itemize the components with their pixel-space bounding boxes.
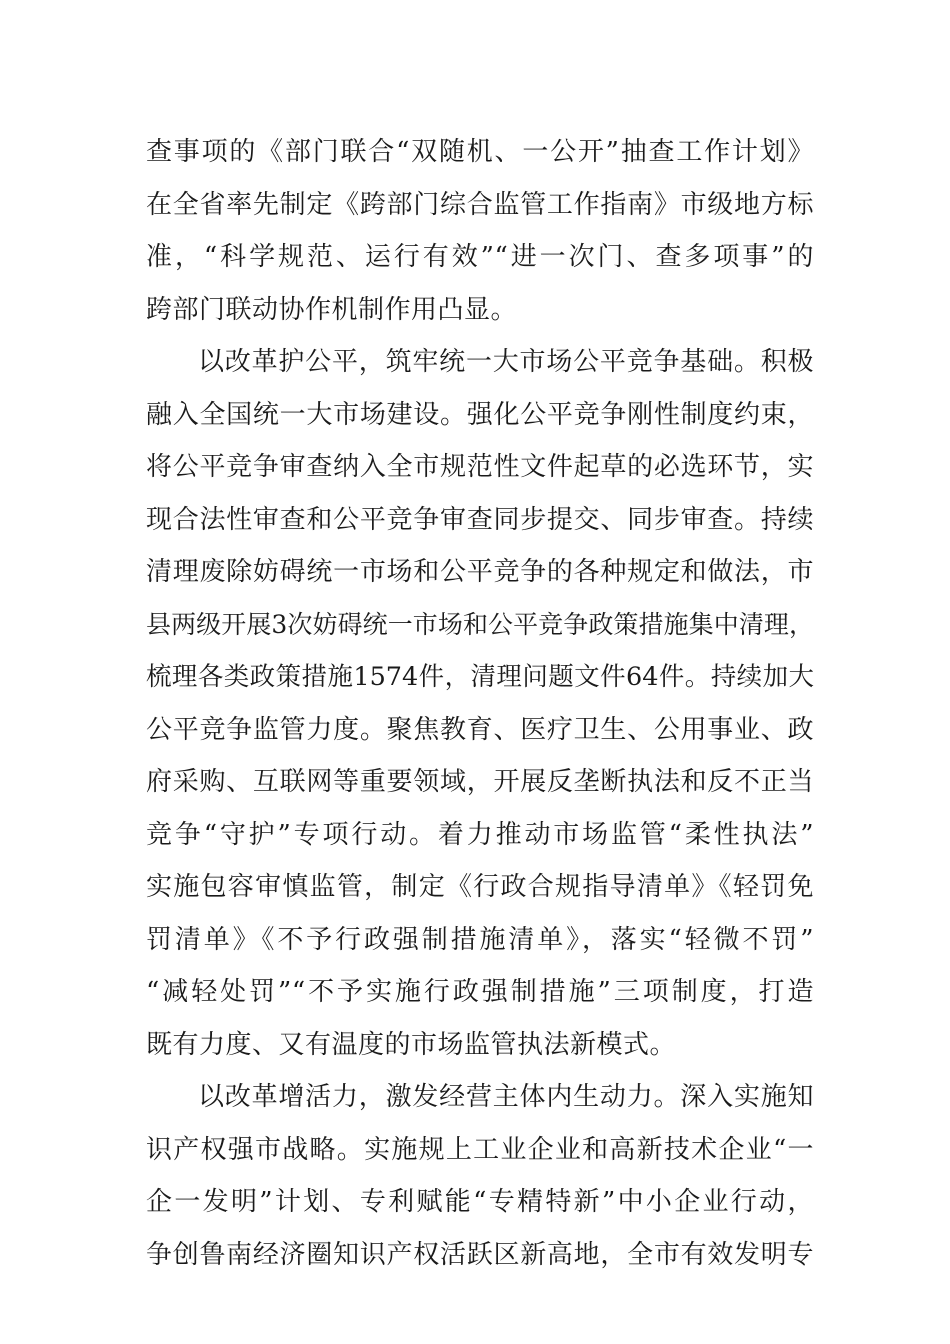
text-line: 公平竞争监管力度。聚焦教育、医疗卫生、公用事业、政 [146,714,814,745]
text-line: 实施包容审慎监管，制定《行政合规指导清单》《轻罚免 [146,872,814,902]
text-line: 查事项的《部门联合“双随机、一公开”抽查工作计划》 [146,137,814,167]
text-line: 梳理各类政策措施1574件，清理问题文件64件。持续加大 [146,662,814,692]
text-line: 府采购、互联网等重要领域，开展反垄断执法和反不正当 [146,767,814,797]
text-line: 既有力度、又有温度的市场监管执法新模式。 [146,1029,677,1060]
text-line: 识产权强市战略。实施规上工业企业和高新技术企业“一 [146,1134,814,1165]
text-line: 现合法性审查和公平竞争审查同步提交、同步审查。持续 [146,504,814,535]
text-line: 跨部门联动协作机制作用凸显。 [146,294,518,325]
text-line: 准，“科学规范、运行有效”“进一次门、查多项事”的 [146,242,814,272]
text-line: 竞争“守护”专项行动。着力推动市场监管“柔性执法” [146,819,814,850]
text-line: 企一发明”计划、专利赋能“专精特新”中小企业行动， [146,1187,814,1217]
text-line: 清理废除妨碍统一市场和公平竞争的各种规定和做法，市 [146,557,814,587]
text-line: 融入全国统一大市场建设。强化公平竞争刚性制度约束， [146,399,814,430]
paragraph-first-line: 以改革增活力，激发经营主体内生动力。深入实施知 [198,1082,814,1112]
text-line: 争创鲁南经济圈知识产权活跃区新高地，全市有效发明专 [146,1239,814,1270]
text-line: 在全省率先制定《跨部门综合监管工作指南》市级地方标 [146,189,814,220]
text-line: “减轻处罚”“不予实施行政强制措施”三项制度，打造 [146,977,814,1007]
document-page [146,126,814,1281]
text-line: 罚清单》《不予行政强制措施清单》，落实“轻微不罚” [146,924,814,955]
paragraph-first-line: 以改革护公平，筑牢统一大市场公平竞争基础。积极 [198,347,814,377]
text-line: 县两级开展3次妨碍统一市场和公平竞争政策措施集中清理， [146,609,814,639]
text-line: 将公平竞争审查纳入全市规范性文件起草的必选环节，实 [146,452,814,482]
